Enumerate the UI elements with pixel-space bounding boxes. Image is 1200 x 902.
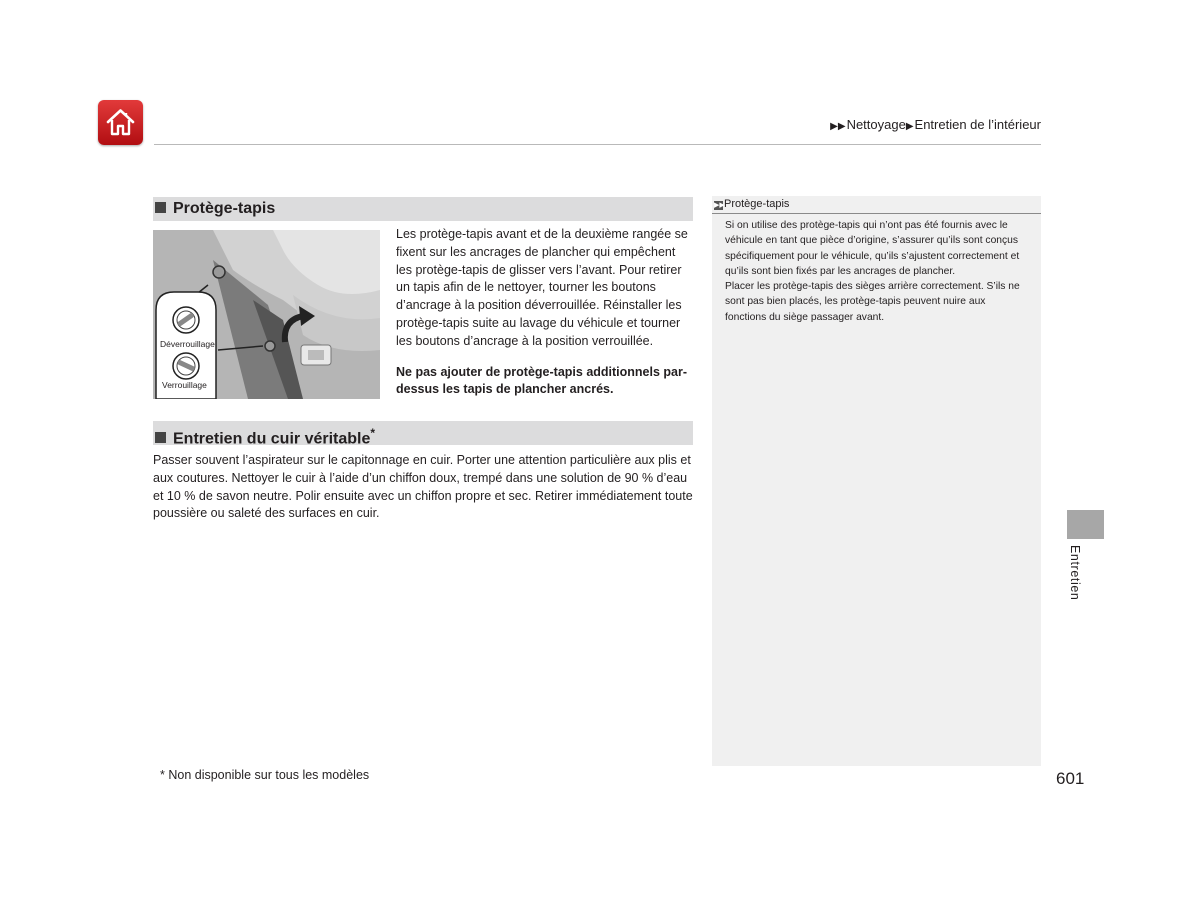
protege-tapis-warning: Ne pas ajouter de protège-tapis additionnels par-dessus les tapis de plancher ancrés.: [396, 364, 688, 397]
footnote: * Non disponible sur tous les modèles: [160, 768, 370, 782]
note-title[interactable]: Protège-tapis: [724, 198, 790, 210]
protege-tapis-text: [396, 226, 694, 399]
sidebar-note: [712, 196, 1041, 766]
protege-tapis-body: Les protège-tapis avant et de la deuxième rangée se fixent sur les ancrages de plancher qui empêchent les protège-tapis de glisser vers l’avant. Pour retirer un tapis afin de le nettoyer, tourner les boutons d’ancrage à la position déverrouillée. Réinstaller les protège-tapis suite au lavage du véhicule et tourner les boutons d’ancrage à la position verrouillée.: [396, 227, 688, 348]
unlock-knob-icon: [173, 307, 199, 333]
page-number: 601: [1056, 769, 1085, 788]
section-heading-protege-tapis: [153, 197, 693, 221]
availability-asterisk: *: [370, 426, 376, 440]
breadcrumb-item-nettoyage[interactable]: Nettoyage: [846, 117, 906, 132]
note-paragraph: Si on utilise des protège-tapis qui n’ont pas été fournis avec le véhicule en tant que pièce d’origine, s’assurer qu’ils sont conçus spécifiquement pour le véhicule, qu’ils s’ajustent correctement et qu’ils sont bien fixés par les ancrages de plancher.: [725, 220, 1020, 277]
square-bullet-icon: [155, 202, 166, 213]
breadcrumb: [830, 117, 1041, 132]
chapter-tab[interactable]: [1067, 510, 1104, 539]
header-divider: [154, 144, 1041, 145]
square-bullet-icon: [155, 432, 166, 443]
entretien-cuir-body: Passer souvent l’aspirateur sur le capitonnage en cuir. Porter une attention particulière aux plis et aux coutures. Nettoyer le cuir à l’aide d’un chiffon doux, trempé dans une solution de 90 % d’eau et 10 % de savon neutre. Polir ensuite avec un chiffon propre et sec. Retirer immédiatement toute poussière ou saleté des surfaces en cuir.: [153, 453, 693, 521]
unlock-label: Déverrouillage: [160, 339, 215, 349]
section-heading-entretien-cuir: [153, 421, 693, 448]
section-title: Protège-tapis: [173, 200, 276, 217]
lock-label: Verrouillage: [162, 380, 207, 390]
lock-knob-icon: [173, 353, 199, 379]
note-icon: ▶▶: [714, 202, 725, 209]
home-button[interactable]: [98, 100, 143, 145]
section-title: Entretien du cuir véritable: [173, 430, 371, 448]
chapter-label: Entretien: [1068, 545, 1082, 601]
triangle-right-icon: ▶: [905, 121, 914, 132]
note-body: [712, 214, 1041, 325]
note-header: [712, 196, 1041, 214]
home-icon: [105, 107, 136, 138]
note-paragraph: Placer les protège-tapis des sièges arrière correctement. S’ils ne sont pas bien placés, les protège-tapis peuvent nuire aux fonctions du siège passager avant.: [725, 281, 1020, 323]
floor-mat-anchor-illustration: [153, 230, 380, 399]
breadcrumb-item-entretien-interieur[interactable]: Entretien de l’intérieur: [914, 117, 1041, 132]
triangle-right-icon: ▶▶: [830, 121, 846, 132]
